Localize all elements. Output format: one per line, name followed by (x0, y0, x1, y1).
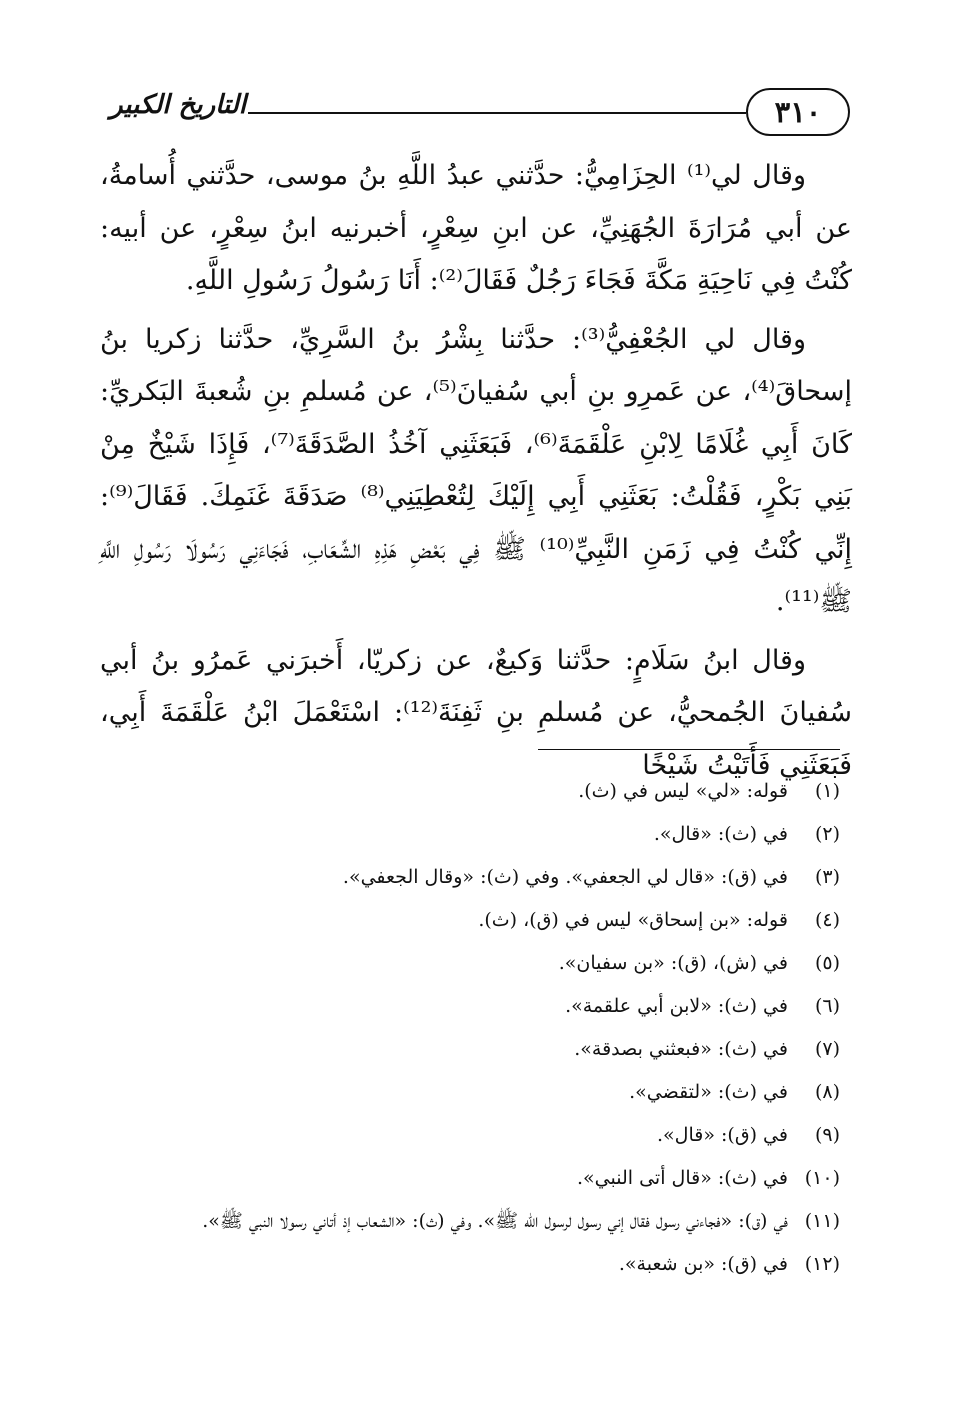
footnote-number: (١٠) (804, 1167, 840, 1189)
footnote-text: في (ث): «قال أتى النبي». (577, 1167, 788, 1189)
footnote-text: في (ق): «قال». (657, 1124, 788, 1146)
footnote-text: قوله: «بن إسحاق» ليس في (ق)، (ث). (478, 909, 788, 931)
footnote-number: (٤) (814, 909, 840, 931)
footnote-text: في (ث): «فبعثني بصدقة». (574, 1038, 788, 1060)
footnote-number: (٨) (814, 1081, 840, 1103)
footnotes (88, 770, 840, 1286)
footnote (88, 1028, 840, 1071)
paragraph: وقال ابنُ سَلَامٍ: حدَّثنا وَكيعٌ، عن زكريّا، أَخبرَني عَمرُو بنُ أبي سُفيانَ الجُمحيُّ، عن مُسلمِ بنِ ثَفِنَةَ⁽¹²⁾: اسْتَعْمَلَ ابْنُ عَلْقَمَةَ أَبِي، فَبَعَثَنِي فَأَتَيْتُ شَيْخًا (100, 644, 852, 781)
book-title: التاريخ الكبير (109, 90, 247, 120)
footnote (88, 985, 840, 1028)
footnote-number: (١١) (804, 1210, 840, 1232)
footnote (88, 813, 840, 856)
footnote (88, 942, 840, 985)
footnote (88, 770, 840, 813)
footnote-text: قوله: «لي» ليس في (ث). (578, 780, 788, 802)
footnote-number: (١) (814, 780, 840, 802)
footnote (88, 1200, 840, 1243)
footnote-number: (٦) (814, 995, 840, 1017)
main-text (100, 150, 852, 798)
footnote (88, 1243, 840, 1286)
footnote-number: (٣) (814, 866, 840, 888)
paragraph: وقال لي الجُعْفِيُّ⁽³⁾: حدَّثنا بِشْرُ بنُ السَّرِيِّ، حدَّثنا زكريا بنُ إسحاقَ⁽⁴⁾، عن عَمرِو بنِ أبي سُفيانَ⁽⁵⁾، عن مُسلمِ بنِ شُعبةَ البَكريِّ: كَانَ أَبِي غُلَامًا لِابْنِ عَلْقَمَةَ⁽⁶⁾، فَبَعَثَنِي آخُذُ الصَّدَقَةَ⁽⁷⁾، فَإِذَا شَيْخٌ مِنْ بَنِي بَكْرٍ، فَقُلْتُ: بَعَثَنِي أَبِي إِلَيْكَ لِتُعْطِيَنِي⁽⁸⁾ صَدَقَةَ غَنَمِكَ. فَقَالَ⁽⁹⁾: إِنِّي كُنْتُ فِي زَمَنِ النَّبِيِّ⁽¹⁰⁾ ﷺ فِي بَعْضِ هَذِهِ الشِّعَابِ، فَجَاءَنِي رَسُولَا رَسُولِ اللَّهِ ﷺ⁽¹¹⁾. (100, 323, 853, 617)
footnote-text: في (ش)، (ق): «بن سفيان». (558, 952, 788, 974)
footnote (88, 1157, 840, 1200)
footnote-number: (٩) (814, 1124, 840, 1146)
footnote-number: (٧) (814, 1038, 840, 1060)
footnote (88, 856, 840, 899)
page-number: ٣١٠ (746, 88, 850, 136)
footnote-number: (٢) (814, 823, 840, 845)
paragraph: وقال لي⁽¹⁾ الحِزَامِيُّ: حدَّثني عبدُ اللَّهِ بنُ موسى، حدَّثني أُسامةُ، عن أبي مُرَارَةَ الجُهَنِيِّ، عن ابنِ سِعْرٍ، أخبرنيه ابنُ سِعْرٍ، عن أبيه: كُنْتُ فِي نَاحِيَةِ مَكَّةَ فَجَاءَ رَجُلٌ فَقَالَ⁽²⁾: أَنَا رَسُولُ رَسُولِ اللَّهِ. (100, 160, 852, 296)
footnote (88, 899, 840, 942)
footnote-number: (١٢) (804, 1253, 840, 1275)
footnote-text: في (ق): «بن شعبة». (618, 1253, 788, 1275)
footnote-text: في (ق): «قال لي الجعفي». وفي (ث): «وقال الجعفي». (342, 866, 788, 888)
footnote-separator (538, 749, 840, 750)
footnote-text: في (ث): «قال». (653, 823, 788, 845)
footnote-text: في (ق): «فجاءني رسول فقال إني رسول لرسول الله ﷺ». وفي (ث): «الشعاب إذ أتاني رسولا النبي ﷺ». (202, 1210, 788, 1232)
footnote-text: في (ث): «لتقضي». (629, 1081, 788, 1103)
footnote (88, 1071, 840, 1114)
footnote-text: في (ث): «لابن أبي علقمة». (565, 995, 788, 1017)
footnote (88, 1114, 840, 1157)
header-rule (248, 112, 746, 114)
page-header (108, 88, 850, 140)
footnote-number: (٥) (814, 952, 840, 974)
